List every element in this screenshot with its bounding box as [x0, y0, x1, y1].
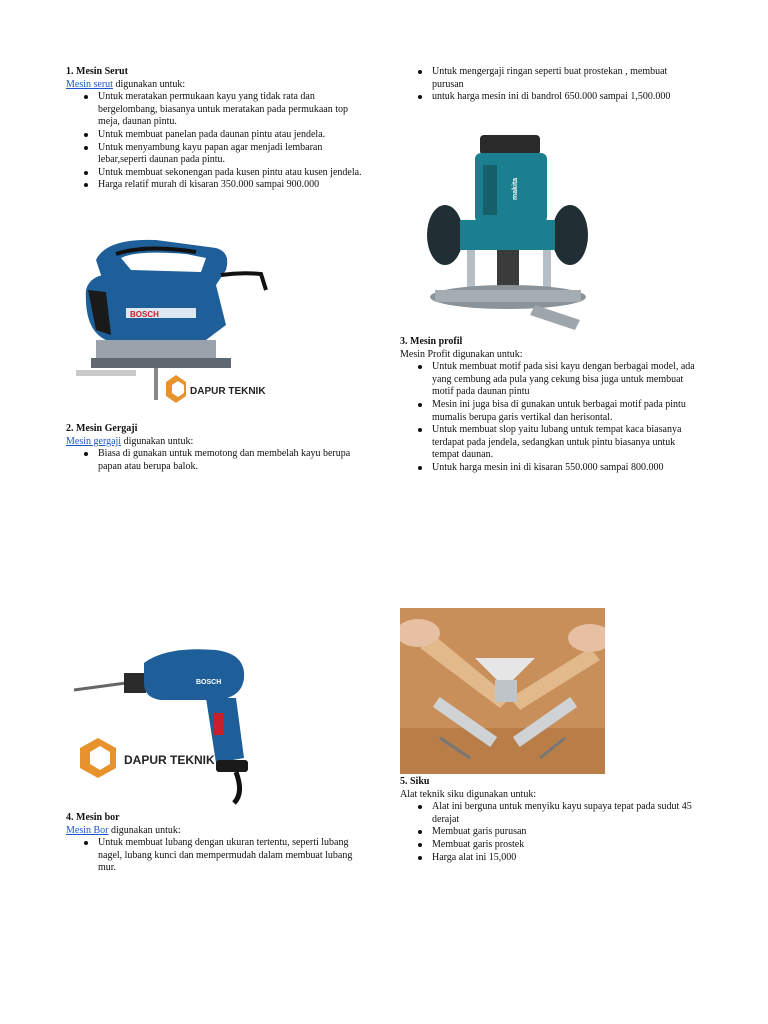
section-intro: Mesin gergaji digunakan untuk: [66, 435, 194, 447]
list-item: Mesin ini juga bisa di gunakan untuk berbagai motif pada pintu mumalis berupa garis vertikal dan herisontal. [432, 399, 700, 424]
link-mesin-bor[interactable]: Mesin Bor [66, 824, 109, 836]
router-brand: makita [512, 177, 519, 200]
link-mesin-serut[interactable]: Mesin serut [66, 78, 113, 90]
list-item: Untuk menyambung kayu papan agar menjadi lembaran lebar,seperti daunan pada pintu. [98, 142, 366, 167]
list-item: Untuk meratakan permukaan kayu yang tidak rata dan bergelombang, biasanya untuk meratakan pada permukaan top meja, daunan pintu. [98, 91, 366, 129]
section-mesin-profil [400, 336, 700, 475]
section-intro: Alat teknik siku digunakan untuk: [400, 788, 537, 800]
siku-image [400, 608, 605, 774]
corner-clamp-illustration [400, 608, 605, 774]
section-intro: Mesin serut digunakan untuk: [66, 78, 186, 90]
section-siku [400, 776, 700, 864]
router-image [405, 125, 605, 335]
bullet-list [400, 801, 700, 864]
list-item: Membuat garis prostek [432, 839, 700, 852]
section-gergaji-continued [400, 66, 700, 104]
list-item: Untuk harga mesin ini di kisaran 550.000 sampai 800.000 [432, 462, 700, 475]
bullet-list [400, 66, 700, 104]
list-item: Harga relatif murah di kisaran 350.000 sampai 900.000 [98, 179, 366, 192]
section-title: 4. Mesin bor [66, 812, 120, 823]
jigsaw-illustration [66, 230, 271, 420]
section-title: 3. Mesin profil [400, 336, 463, 347]
section-title: 2. Mesin Gergaji [66, 423, 138, 434]
list-item: Untuk membuat panelan pada daunan pintu atau jendela. [98, 129, 366, 142]
drill-image [66, 628, 276, 810]
section-mesin-gergaji [66, 423, 366, 473]
list-item: Untuk membuat lubang dengan ukuran tertentu, seperti lubang nagel, lubang kunci dan mempermudah dalam membuat lubang mur. [98, 837, 366, 875]
list-item: untuk harga mesin ini di bandrol 650.000 sampai 1,500.000 [432, 91, 700, 104]
list-item: Alat ini berguna untuk menyiku kayu supaya tepat pada sudut 45 derajat [432, 801, 700, 826]
logo-text: DAPUR TEKNIK [190, 386, 266, 397]
bullet-list [66, 448, 366, 473]
list-item: Untuk membuat slop yaitu lubang untuk tempat kaca biasanya terdapat pada jendela, sedangkan untuk pintu biasanya untuk tempat daunan. [432, 424, 700, 462]
list-item: Untuk membuat sekonengan pada kusen pintu atau kusen jendela. [98, 167, 366, 180]
logo-text: DAPUR TEKNIK [124, 753, 215, 767]
section-intro: Mesin Bor digunakan untuk: [66, 824, 181, 836]
section-title: 1. Mesin Serut [66, 66, 128, 77]
list-item: Untuk membuat motif pada sisi kayu dengan berbagai model, ada yang cembung ada pula yang cekung bisa juga untuk membuat motif pada daunan pintu [432, 361, 700, 399]
drill-illustration [66, 628, 276, 810]
drill-brand: BOSCH [196, 679, 222, 686]
list-item: Membuat garis purusan [432, 826, 700, 839]
list-item: Untuk mengergaji ringan seperti buat prostekan , membuat purusan [432, 66, 700, 91]
jigsaw-image [66, 230, 271, 420]
jigsaw-brand: BOSCH [130, 310, 159, 319]
section-intro: Mesin Profit digunakan untuk: [400, 348, 523, 360]
section-mesin-serut [66, 66, 366, 192]
link-mesin-gergaji[interactable]: Mesin gergaji [66, 435, 122, 447]
bullet-list [400, 361, 700, 474]
bullet-list [66, 837, 366, 875]
router-illustration [405, 125, 605, 335]
section-mesin-bor [66, 812, 366, 875]
bullet-list [66, 91, 366, 192]
section-title: 5. Siku [400, 776, 430, 787]
list-item: Harga alat ini 15,000 [432, 852, 700, 865]
list-item: Biasa di gunakan untuk memotong dan membelah kayu berupa papan atau berupa balok. [98, 448, 366, 473]
